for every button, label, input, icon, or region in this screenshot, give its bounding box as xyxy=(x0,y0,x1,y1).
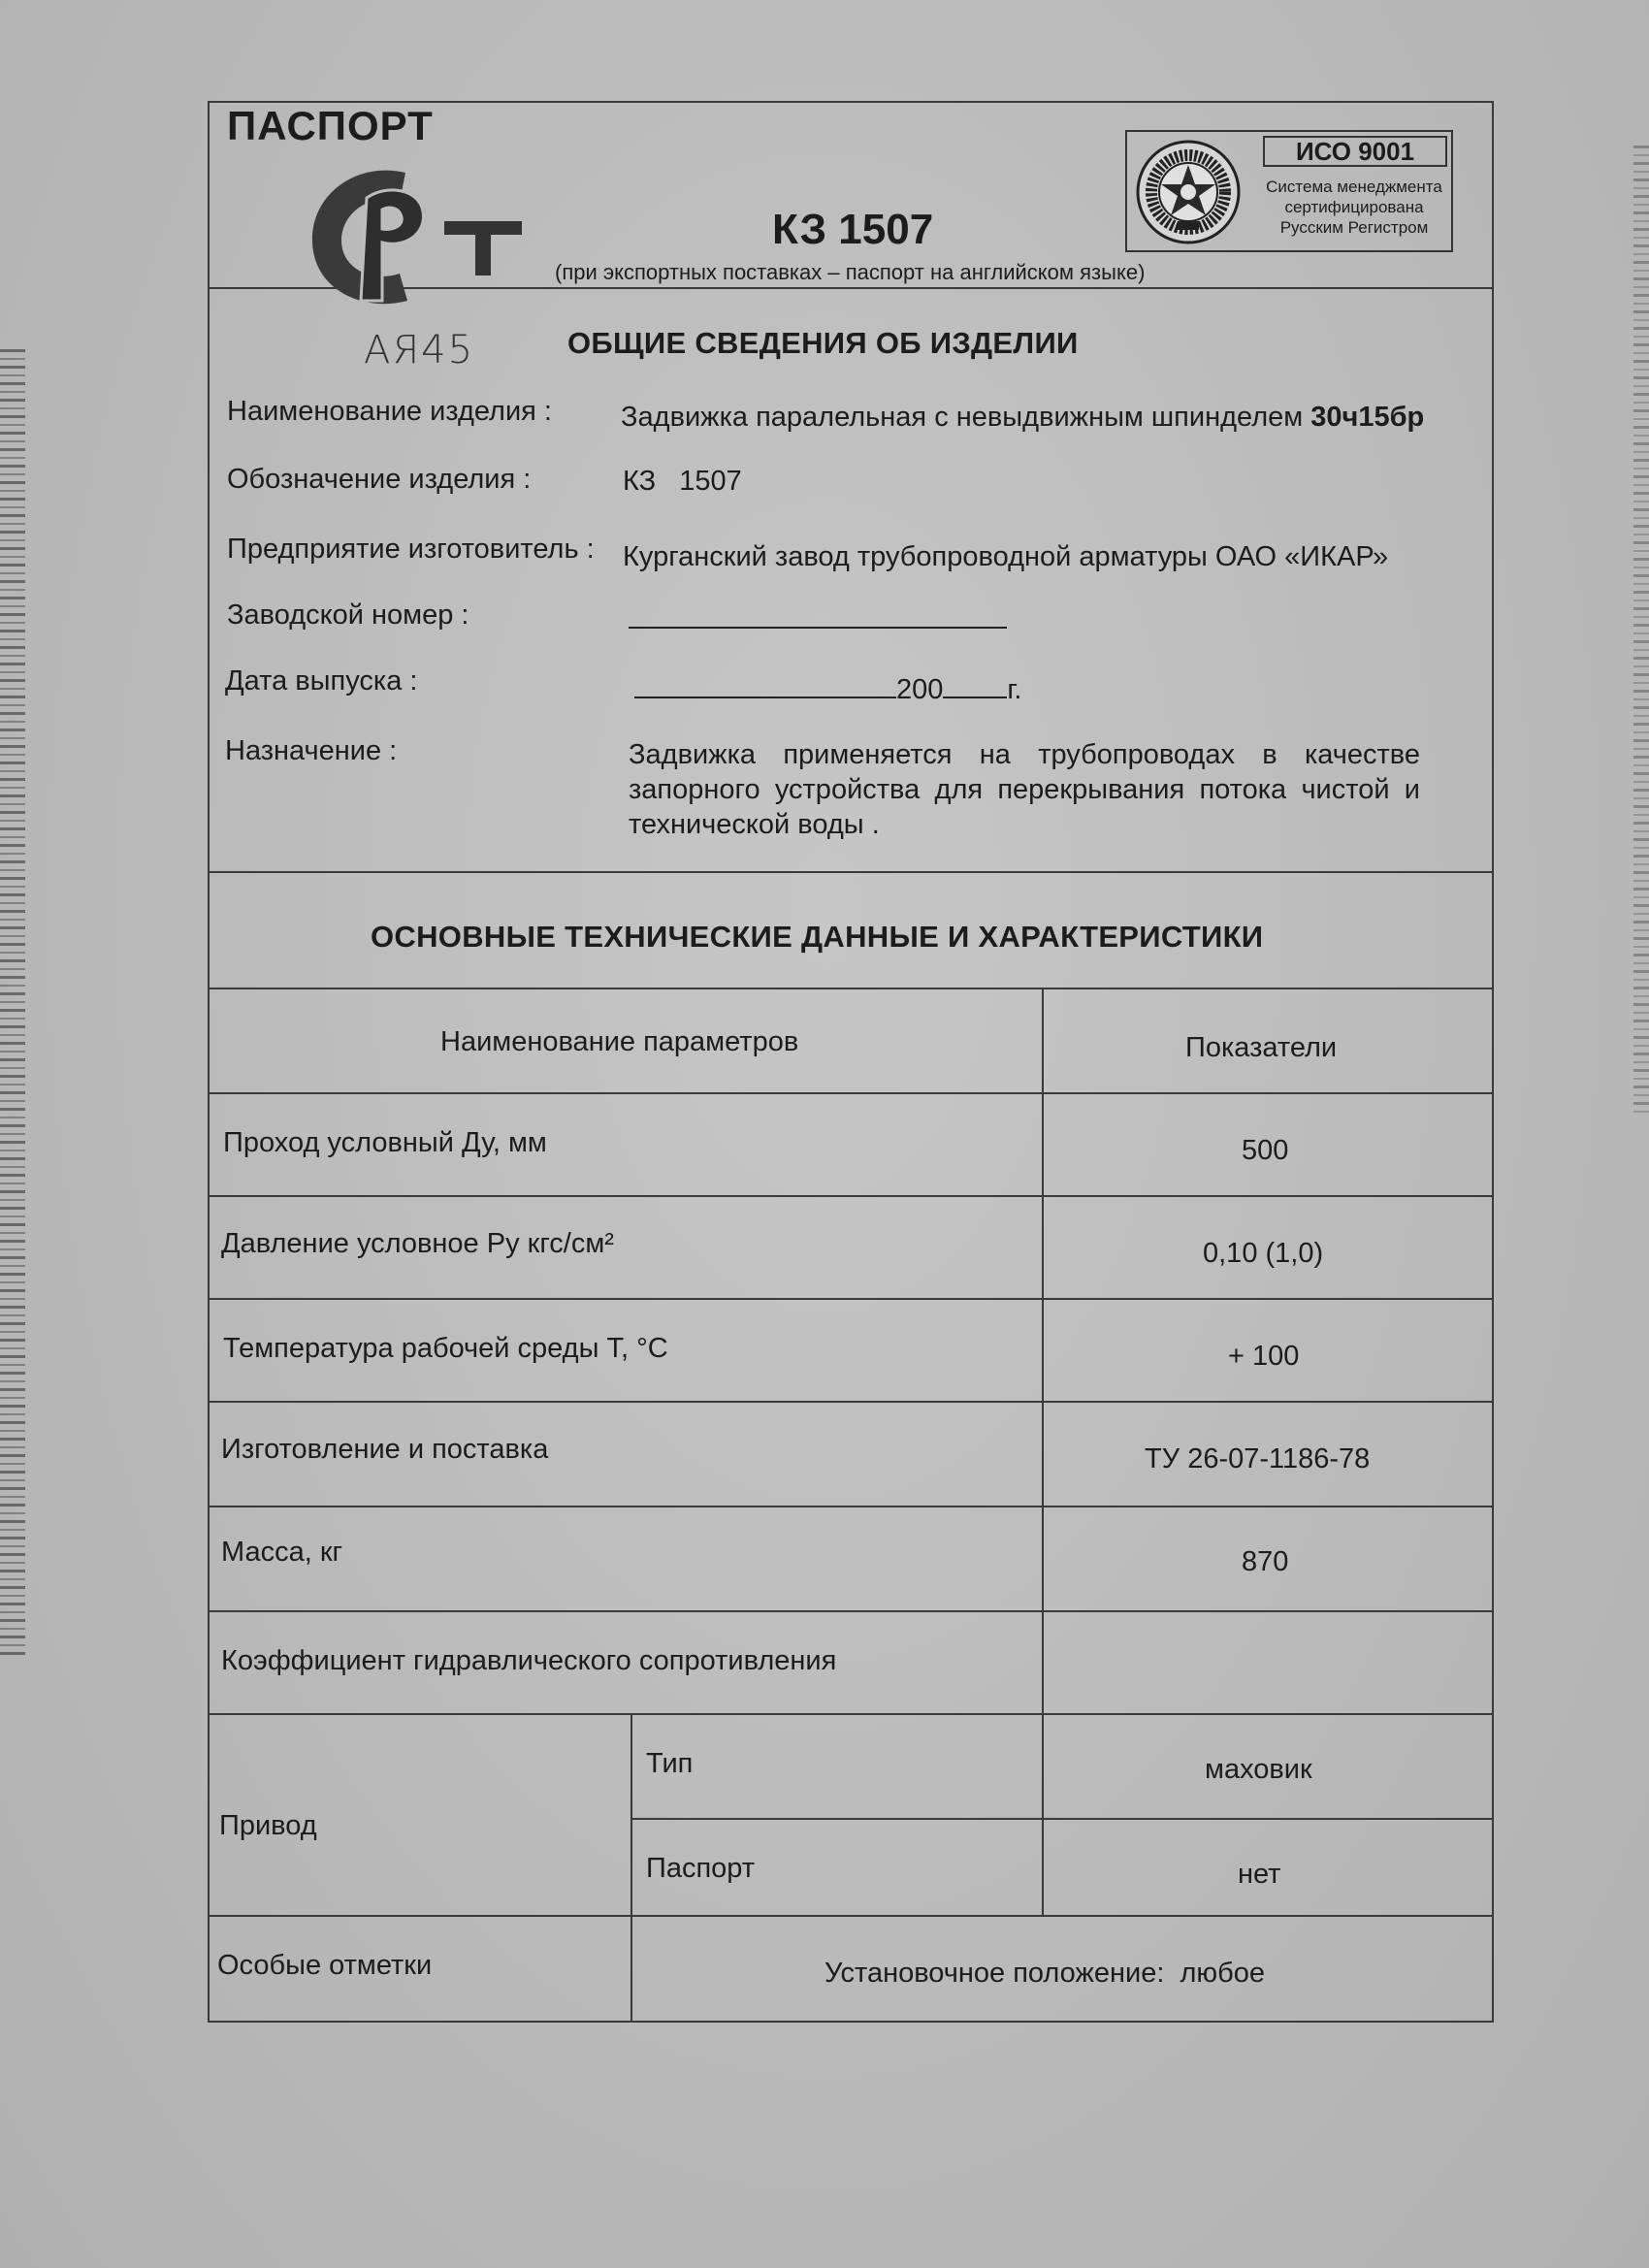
purpose-value: Задвижка применяется на трубопроводах в качестве запорного устройства для перекрывания потока чистой и технической воды . xyxy=(629,739,1420,840)
drive-passport-value: нет xyxy=(1238,1859,1281,1890)
notes-label: Особые отметки xyxy=(217,1950,433,1981)
drive-type-value: маховик xyxy=(1205,1754,1312,1785)
iso-description: Система менеджмента сертифицирована Русским Регистром xyxy=(1266,178,1442,237)
table-column-border xyxy=(1042,988,1044,1915)
designation-value: КЗ 1507 xyxy=(623,466,742,497)
date-suffix: г. xyxy=(1007,674,1022,705)
export-note: (при экспортных поставках – паспорт на английском языке) xyxy=(555,260,1146,284)
table-top-border xyxy=(208,988,1494,989)
name-label: Наименование изделия : xyxy=(227,396,552,427)
serial-blank-line xyxy=(629,601,1007,629)
table-row-border xyxy=(208,1401,1494,1403)
specs-section-title: ОСНОВНЫЕ ТЕХНИЧЕСКИЕ ДАННЫЕ И ХАРАКТЕРИСТИКИ xyxy=(371,920,1264,954)
spec-param-manufacture: Изготовление и поставка xyxy=(221,1434,549,1465)
product-code-title: КЗ 1507 xyxy=(772,206,934,253)
manufacturer-value: Курганский завод трубопроводной арматуры ОАО «ИКАР» xyxy=(623,541,1389,572)
spec-value-nominal-size: 500 xyxy=(1242,1135,1289,1166)
spec-param-temperature: Температура рабочей среды Т, °С xyxy=(223,1333,668,1364)
date-year-prefix: 200 xyxy=(896,674,944,705)
table-row-border xyxy=(208,1610,1494,1612)
serial-label: Заводской номер : xyxy=(227,599,469,631)
spec-value-mass: 870 xyxy=(1242,1546,1289,1577)
name-value-text: Задвижка паралельная с невыдвижным шпинделем xyxy=(621,402,1304,433)
table-row-border xyxy=(208,1506,1494,1507)
spec-param-nominal-size: Проход условный Ду, мм xyxy=(223,1127,547,1158)
spec-value-manufacture: ТУ 26-07-1186-78 xyxy=(1145,1443,1371,1474)
general-section-title: ОБЩИЕ СВЕДЕНИЯ ОБ ИЗДЕЛИИ xyxy=(567,326,1079,360)
drive-passport-label: Паспорт xyxy=(646,1853,756,1884)
serial-field xyxy=(629,601,1007,636)
date-day-month-blank xyxy=(634,671,896,698)
handwritten-mark: АЯ45 xyxy=(364,328,475,373)
spec-value-temperature: + 100 xyxy=(1228,1341,1300,1372)
name-value-model: 30ч15бр xyxy=(1310,402,1425,433)
table-row-border xyxy=(208,1298,1494,1300)
date-year-blank xyxy=(943,671,1007,698)
table-row-border xyxy=(208,1915,1494,1917)
date-label: Дата выпуска : xyxy=(225,665,418,697)
column-header-value: Показатели xyxy=(1185,1032,1338,1063)
name-value xyxy=(621,402,1424,434)
drive-type-label: Тип xyxy=(646,1748,694,1779)
spec-param-pressure: Давление условное Ру кгс/см² xyxy=(221,1228,614,1259)
column-header-param: Наименование параметров xyxy=(440,1026,799,1057)
drive-subrow-border xyxy=(630,1818,1494,1820)
spec-param-resistance: Коэффициент гидравлического сопротивления xyxy=(221,1645,837,1676)
drive-label: Привод xyxy=(219,1810,317,1841)
document-type-title: ПАСПОРТ xyxy=(227,103,434,148)
table-row-border xyxy=(208,1195,1494,1197)
russian-register-seal-icon xyxy=(1133,138,1244,246)
scan-edge-marks xyxy=(0,349,25,1659)
section-divider xyxy=(208,871,1494,873)
date-field xyxy=(634,671,1022,706)
notes-value: Установочное положение: любое xyxy=(824,1958,1266,1989)
drive-column-border xyxy=(630,1713,632,2023)
table-row-border xyxy=(208,1713,1494,1715)
iso-certification-box xyxy=(1125,130,1453,252)
spec-value-pressure: 0,10 (1,0) xyxy=(1203,1238,1324,1269)
spec-param-mass: Масса, кг xyxy=(221,1537,343,1568)
manufacturer-label: Предприятие изготовитель : xyxy=(227,534,595,565)
table-row-border xyxy=(208,1092,1494,1094)
purpose-label: Назначение : xyxy=(225,735,398,766)
rst-certification-logo xyxy=(299,155,532,320)
iso-title: ИСО 9001 xyxy=(1263,136,1447,167)
scan-edge-marks-right xyxy=(1633,146,1649,1116)
designation-label: Обозначение изделия : xyxy=(227,464,532,495)
